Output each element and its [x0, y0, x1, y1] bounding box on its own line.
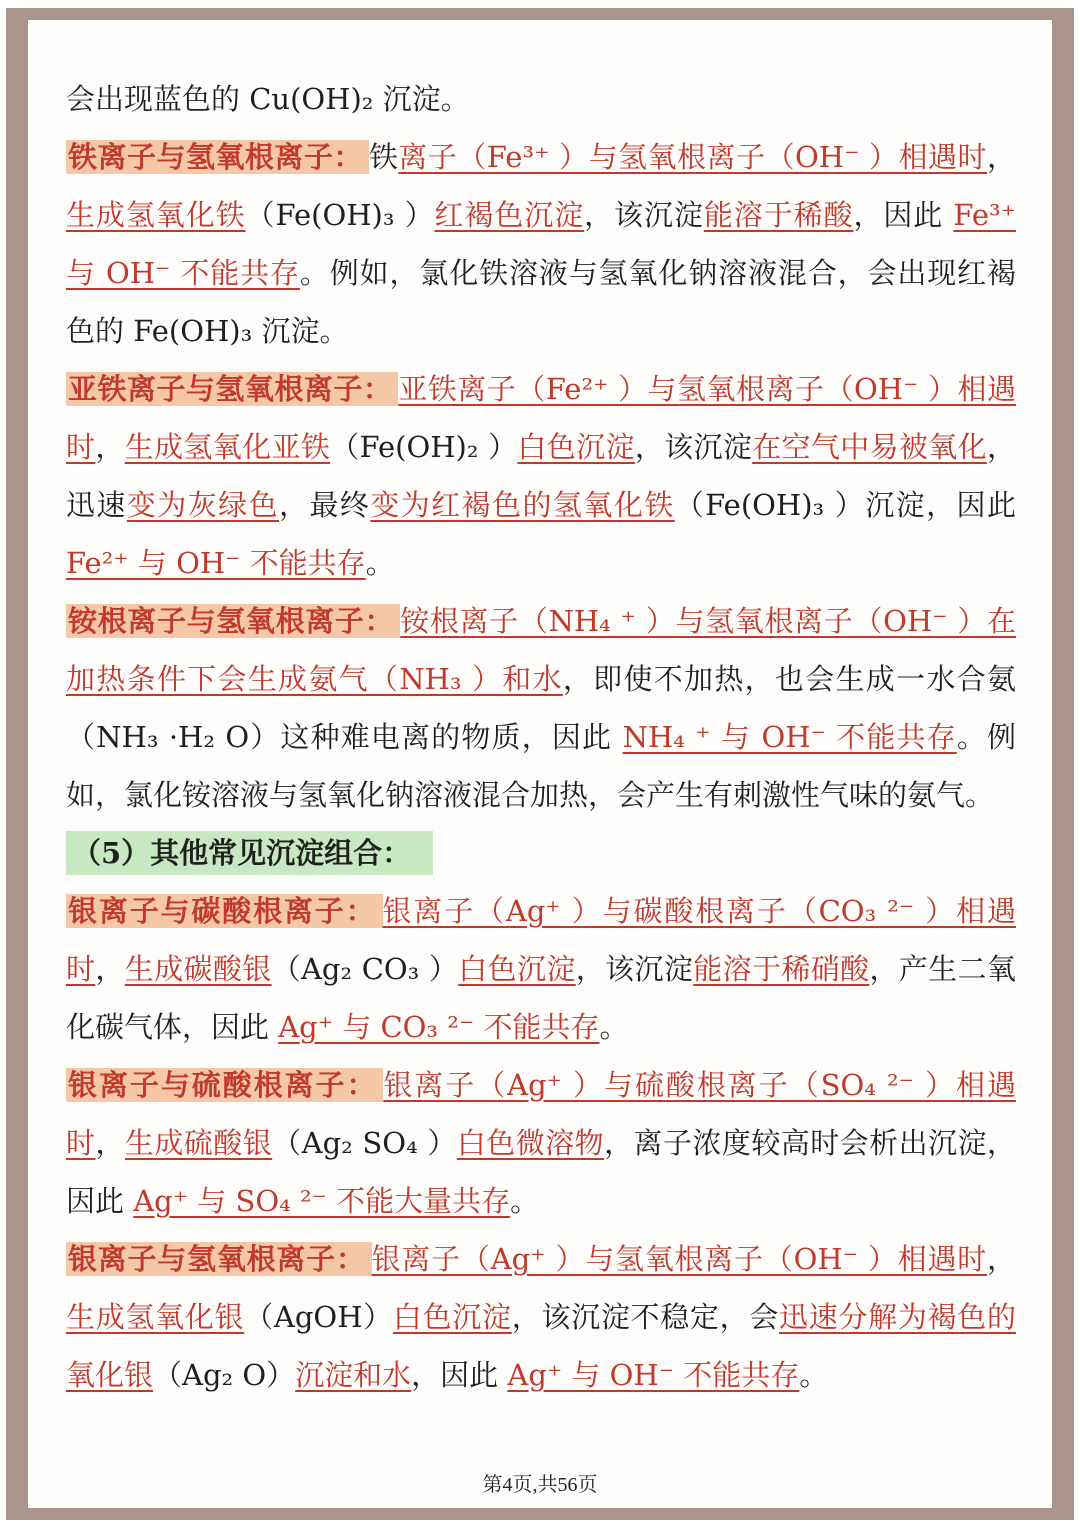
body-text: 。 [365, 546, 395, 580]
body-text: （Fe(OH)₂ ） [330, 430, 518, 464]
body-text: 。例如，氯化铵溶液与氢氧化钠溶液混合加热，会产生有刺激性气味的氨气。 [66, 720, 1017, 812]
section-heading: 银离子与硫酸根离子： [66, 1068, 383, 1102]
key-point-text: 生成氢氧化铁 [66, 198, 246, 232]
section-heading: 铵根离子与氢氧根离子： [66, 604, 400, 638]
body-text: 。 [799, 1358, 829, 1392]
body-text: 会出现蓝色的 Cu(OH)₂ 沉淀。 [66, 82, 470, 116]
paragraph [66, 360, 1016, 592]
key-point-text: 银离子（Ag⁺ ）与碳酸根离子（CO₃ ²⁻ ）相遇时 [66, 894, 1016, 986]
key-point-text: 变为红褐色的氢氧化铁 [370, 488, 675, 522]
key-point-text: 银离子（Ag⁺ ）与氢氧根离子（OH⁻ ）相遇时 [371, 1242, 987, 1276]
key-point-text: 生成硫酸银 [124, 1126, 273, 1160]
body-text: 。 [599, 1010, 629, 1044]
paragraph [66, 128, 1016, 360]
key-point-text: 白色沉淀 [517, 430, 635, 464]
section-heading: 亚铁离子与氢氧根离子： [66, 372, 398, 406]
paragraph [66, 592, 1016, 824]
body-text: （AgOH） [244, 1300, 393, 1334]
body-text: ，因此 [411, 1358, 508, 1392]
key-point-text: 白色沉淀 [458, 952, 576, 986]
key-point-text: 生成氢氧化银 [66, 1300, 245, 1334]
key-point-text: 变为灰绿色 [126, 488, 280, 522]
body-text: ，最终 [279, 488, 371, 522]
key-point-text: 白色微溶物 [456, 1126, 605, 1160]
body-text: ，因此 [853, 198, 954, 232]
body-text: ， [986, 1242, 1016, 1276]
key-point-text: 铵根离子（NH₄ ⁺ ）与氢氧根离子（OH⁻ ）在加热条件下会生成氨气（NH₃ ）和水 [66, 604, 1016, 696]
key-point-text: 生成氢氧化亚铁 [124, 430, 331, 464]
section-heading: 银离子与碳酸根离子： [66, 894, 383, 928]
body-text: 。例如，氯化铁溶液与氢氧化钠溶液混合，会出现红褐色的 Fe(OH)₃ 沉淀。 [66, 256, 1016, 348]
key-point-text: 在空气中易被氧化 [752, 430, 987, 464]
body-text: ，离子浓度较高时会析出沉淀，因此 [66, 1126, 1016, 1218]
key-point-text: 银离子（Ag⁺ ）与硫酸根离子（SO₄ ²⁻ ）相遇时 [66, 1068, 1016, 1160]
body-text: ，该沉淀 [634, 430, 753, 464]
body-text: 。 [510, 1184, 540, 1218]
key-point-text: 白色沉淀 [392, 1300, 512, 1334]
body-text: （Ag₂ CO₃ ） [271, 952, 459, 986]
body-text: ， [95, 430, 125, 464]
body-text: （Ag₂ SO₄ ） [272, 1126, 457, 1160]
paragraph [66, 824, 1016, 882]
body-text: 铁 [368, 140, 399, 174]
key-point-text: 能溶于稀硝酸 [693, 952, 870, 986]
body-text: ，该沉淀不稳定，会 [511, 1300, 780, 1334]
body-text: ， [95, 952, 125, 986]
body-text: ，该沉淀 [584, 198, 704, 232]
key-point-text: Ag⁺ 与 OH⁻ 不能共存 [507, 1358, 800, 1392]
key-point-text: NH₄ ⁺ 与 OH⁻ 不能共存 [622, 720, 957, 754]
body-text: ，该沉淀 [575, 952, 694, 986]
body-text: ，迅速 [66, 430, 1016, 522]
key-point-text: Fe²⁺ 与 OH⁻ 不能共存 [66, 546, 366, 580]
body-text: ，产生二氧化碳气体，因此 [66, 952, 1016, 1044]
key-point-text: 沉淀和水 [295, 1358, 412, 1392]
key-point-text: 亚铁离子（Fe²⁺ ）与氢氧根离子（OH⁻ ）相遇时 [66, 372, 1016, 464]
section-heading: 铁离子与氢氧根离子： [66, 140, 369, 174]
key-point-text: 生成碳酸银 [124, 952, 272, 986]
body-text: ，即使不加热，也会生成一水合氨（NH₃ ·H₂ O）这种难电离的物质，因此 [66, 662, 1016, 754]
section-heading: 银离子与氢氧根离子： [66, 1242, 372, 1276]
page-footer: 第4页,共56页 [482, 1474, 598, 1496]
body-text: ， [986, 140, 1016, 174]
key-point-text: Ag⁺ 与 CO₃ ²⁻ 不能共存 [278, 1010, 600, 1044]
key-point-text: 离子（Fe³⁺ ）与氢氧根离子（OH⁻ ）相遇时 [398, 140, 987, 174]
paragraph [66, 882, 1016, 1056]
subsection-heading: （5）其他常见沉淀组合： [66, 831, 433, 875]
body-text: （Fe(OH)₃ ） [245, 198, 435, 232]
key-point-text: 红褐色沉淀 [434, 198, 585, 232]
body-text: （Fe(OH)₃ ）沉淀，因此 [674, 488, 1016, 522]
key-point-text: Fe³⁺ 与 OH⁻ 不能共存 [66, 198, 1016, 290]
paragraph [66, 1056, 1016, 1230]
paragraph [66, 70, 1016, 128]
document-body [66, 70, 1016, 1404]
key-point-text: 迅速分解为褐色的氧化银 [66, 1300, 1016, 1392]
body-text: （Ag₂ O） [153, 1358, 296, 1392]
key-point-text: Ag⁺ 与 SO₄ ²⁻ 不能大量共存 [133, 1184, 511, 1218]
paragraph [66, 1230, 1016, 1404]
key-point-text: 能溶于稀酸 [703, 198, 854, 232]
body-text: ， [95, 1126, 125, 1160]
